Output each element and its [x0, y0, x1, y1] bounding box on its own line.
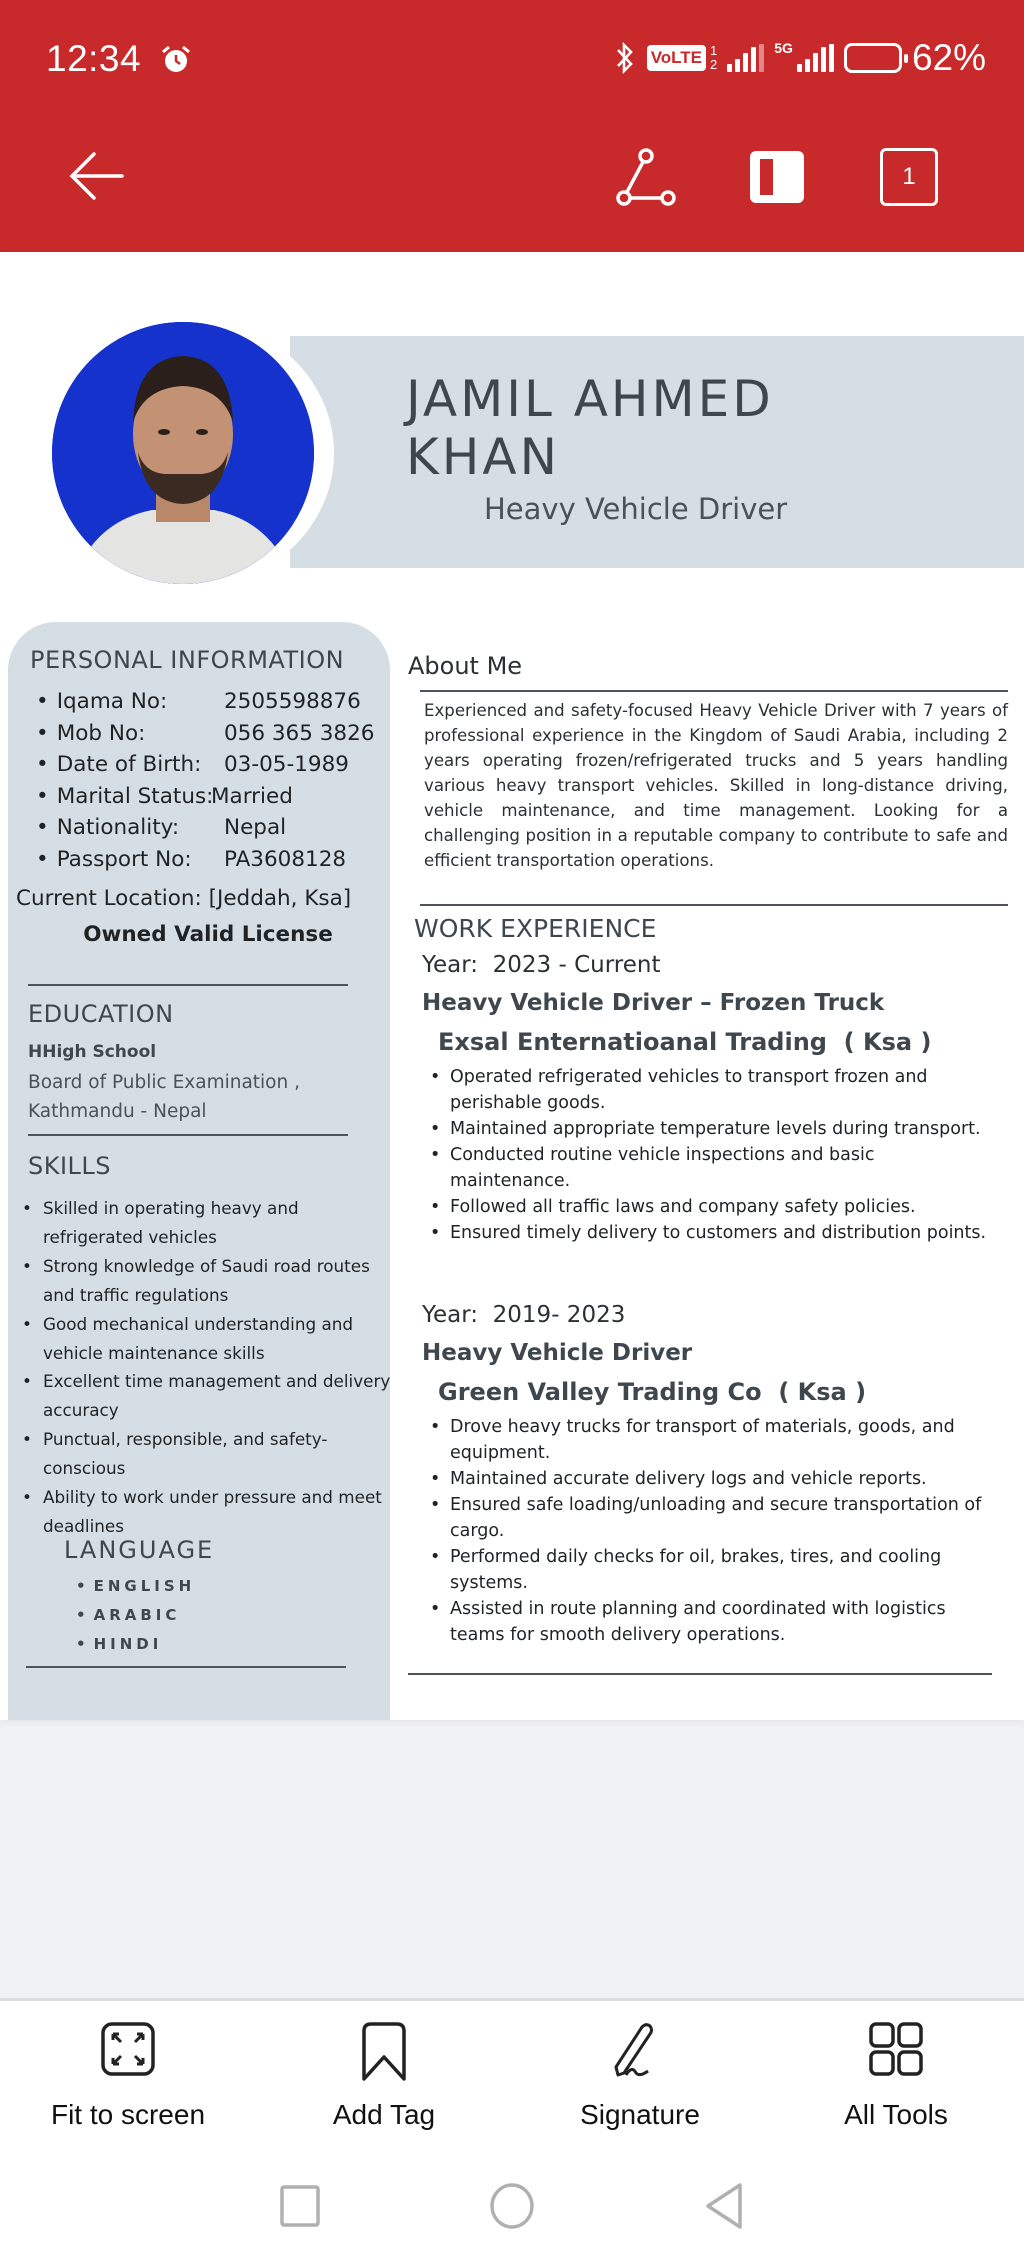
system-nav-bar — [0, 2181, 1024, 2241]
skill-item: • Skilled in operating heavy and refrigerated vehicles — [22, 1194, 402, 1252]
info-label: • Passport No: — [36, 844, 224, 876]
info-label: • Marital Status: — [36, 781, 211, 813]
back-arrow-icon[interactable] — [66, 148, 126, 204]
duty-item: • Conducted routine vehicle inspections and basic maintenance. — [430, 1142, 990, 1194]
bluetooth-icon — [613, 40, 637, 76]
divider — [28, 984, 348, 986]
work-experience-title: WORK EXPERIENCE — [414, 914, 657, 943]
education-board: Board of Public Examination , Kathmandu - Nepal — [28, 1072, 300, 1122]
tool-label: Add Tag — [332, 2099, 436, 2130]
personal-info-item — [36, 844, 374, 876]
info-label: • Nationality: — [36, 812, 224, 844]
job-company: Exsal Enternatioanal Trading ( Ksa ) — [438, 1028, 932, 1056]
personal-info-item — [36, 749, 374, 781]
tool-label: All Tools — [844, 2099, 948, 2130]
reading-mode-icon[interactable] — [748, 148, 806, 206]
about-text: Experienced and safety-focused Heavy Vehicle Driver with 7 years of professional experience in the Kingdom of Saudi Arabia, including 2 years operating frozen/refrigerated trucks and 5 years handling various heavy transport vehicles. Skilled in long-distance driving, vehicle maintenance, and time management. Looking for a challenging position in a reputable company to contribute to safe and efficient transportation operations. — [424, 701, 1008, 870]
fit-screen-icon — [100, 2021, 156, 2077]
duty-item: • Followed all traffic laws and company safety policies. — [430, 1194, 990, 1220]
left-sidebar-panel — [8, 622, 390, 1720]
personal-info-item — [36, 781, 374, 813]
job-entry — [422, 952, 1012, 1246]
info-value: Nepal — [224, 815, 287, 840]
job-duties — [430, 1064, 1012, 1246]
language-item: • ENGLISH — [76, 1572, 195, 1601]
resume-document — [0, 252, 1024, 1720]
duty-item: • Maintained appropriate temperature levels during transport. — [430, 1116, 990, 1142]
bottom-toolbar — [0, 1998, 1024, 2258]
skill-item: • Punctual, responsible, and safety-conscious — [22, 1425, 402, 1483]
home-icon[interactable] — [488, 2181, 536, 2231]
skills-title: SKILLS — [28, 1152, 112, 1180]
personal-info-title: PERSONAL INFORMATION — [30, 646, 345, 674]
language-item: • ARABIC — [76, 1601, 195, 1630]
signature-pen-icon — [608, 2021, 672, 2081]
language-list — [76, 1572, 195, 1659]
page-count-button[interactable] — [880, 148, 938, 206]
signal-strength-icon — [727, 44, 764, 72]
tool-label: Fit to screen — [50, 2099, 206, 2130]
name-line-2: KHAN — [406, 428, 560, 486]
info-value: 2505598876 — [224, 689, 361, 714]
bookmark-icon — [360, 2021, 408, 2083]
name-line-1: JAMIL AHMED — [406, 370, 774, 428]
duty-item: • Ensured safe loading/unloading and secure transportation of cargo. — [430, 1492, 990, 1544]
job-duties — [430, 1414, 1012, 1648]
person-photo-icon — [52, 322, 314, 584]
skills-list — [22, 1194, 402, 1541]
grid-icon — [868, 2021, 924, 2077]
job-year: Year: 2023 - Current — [422, 952, 661, 978]
info-value: Married — [211, 783, 293, 809]
volte-badge: VoLTE — [647, 45, 706, 71]
divider — [28, 1134, 348, 1136]
signal-strength-icon-2 — [797, 44, 834, 72]
all-tools-button[interactable] — [796, 2021, 996, 2131]
candidate-role: Heavy Vehicle Driver — [484, 492, 788, 526]
battery-percent: 62% — [911, 37, 986, 78]
sim-slots — [710, 44, 717, 72]
back-nav-icon[interactable] — [704, 2181, 744, 2231]
info-value: 056 365 3826 — [224, 720, 375, 746]
sim-slot-1: 1 — [710, 43, 718, 58]
personal-info-list — [36, 686, 374, 875]
tool-label: Signature — [580, 2099, 700, 2130]
license-note: Owned Valid License — [83, 922, 333, 947]
personal-info-item — [36, 812, 374, 844]
divider — [26, 1666, 346, 1668]
duty-item: • Ensured timely delivery to customers and distribution points. — [430, 1220, 990, 1246]
skill-item: • Good mechanical understanding and vehicle maintenance skills — [22, 1310, 402, 1368]
job-company: Green Valley Trading Co ( Ksa ) — [438, 1378, 867, 1406]
divider — [420, 690, 1008, 692]
network-type: 5G — [774, 40, 793, 56]
status-time: 12:34 — [46, 38, 142, 79]
skill-item: • Excellent time management and delivery accuracy — [22, 1367, 402, 1425]
info-label: • Mob No: — [36, 718, 224, 750]
share-icon[interactable] — [614, 148, 678, 206]
info-value: 03-05-1989 — [224, 752, 349, 777]
add-tag-button[interactable] — [284, 2021, 484, 2131]
language-title: LANGUAGE — [64, 1536, 215, 1564]
fit-to-screen-button[interactable] — [28, 2021, 228, 2131]
info-value: PA3608128 — [224, 846, 347, 872]
signature-button[interactable] — [540, 2021, 740, 2131]
education-title: EDUCATION — [28, 1000, 174, 1028]
info-label: • Iqama No: — [36, 686, 224, 718]
duty-item: • Performed daily checks for oil, brakes, tires, and cooling systems. — [430, 1544, 990, 1596]
sim-slot-2: 2 — [710, 57, 718, 72]
personal-info-item — [36, 686, 374, 718]
alarm-icon — [160, 44, 192, 76]
battery-icon — [844, 43, 902, 73]
divider — [408, 1673, 992, 1675]
job-title: Heavy Vehicle Driver — [422, 1340, 693, 1366]
info-label: • Date of Birth: — [36, 749, 224, 781]
duty-item: • Operated refrigerated vehicles to transport frozen and perishable goods. — [430, 1064, 990, 1116]
page-count: 1 — [902, 163, 916, 190]
education-school: HHigh School — [28, 1042, 157, 1062]
recent-apps-icon[interactable] — [278, 2183, 322, 2229]
divider — [420, 904, 1008, 906]
skill-item: • Ability to work under pressure and meet deadlines — [22, 1483, 402, 1541]
duty-item: • Maintained accurate delivery logs and vehicle reports. — [430, 1466, 990, 1492]
duty-item: • Drove heavy trucks for transport of materials, goods, and equipment. — [430, 1414, 990, 1466]
personal-info-item — [36, 718, 374, 750]
job-year: Year: 2019- 2023 — [422, 1302, 626, 1328]
skill-item: • Strong knowledge of Saudi road routes and traffic regulations — [22, 1252, 402, 1310]
status-icons — [613, 38, 986, 78]
candidate-name — [406, 370, 774, 486]
duty-item: • Assisted in route planning and coordinated with logistics teams for smooth delivery operations. — [430, 1596, 990, 1648]
language-item: • HINDI — [76, 1630, 195, 1659]
profile-photo — [52, 322, 314, 584]
current-location: Current Location: [Jeddah, Ksa] — [16, 886, 352, 911]
about-title: About Me — [408, 652, 523, 680]
job-entry — [422, 1302, 1012, 1648]
app-header — [0, 0, 1024, 252]
job-title: Heavy Vehicle Driver – Frozen Truck — [422, 990, 885, 1016]
